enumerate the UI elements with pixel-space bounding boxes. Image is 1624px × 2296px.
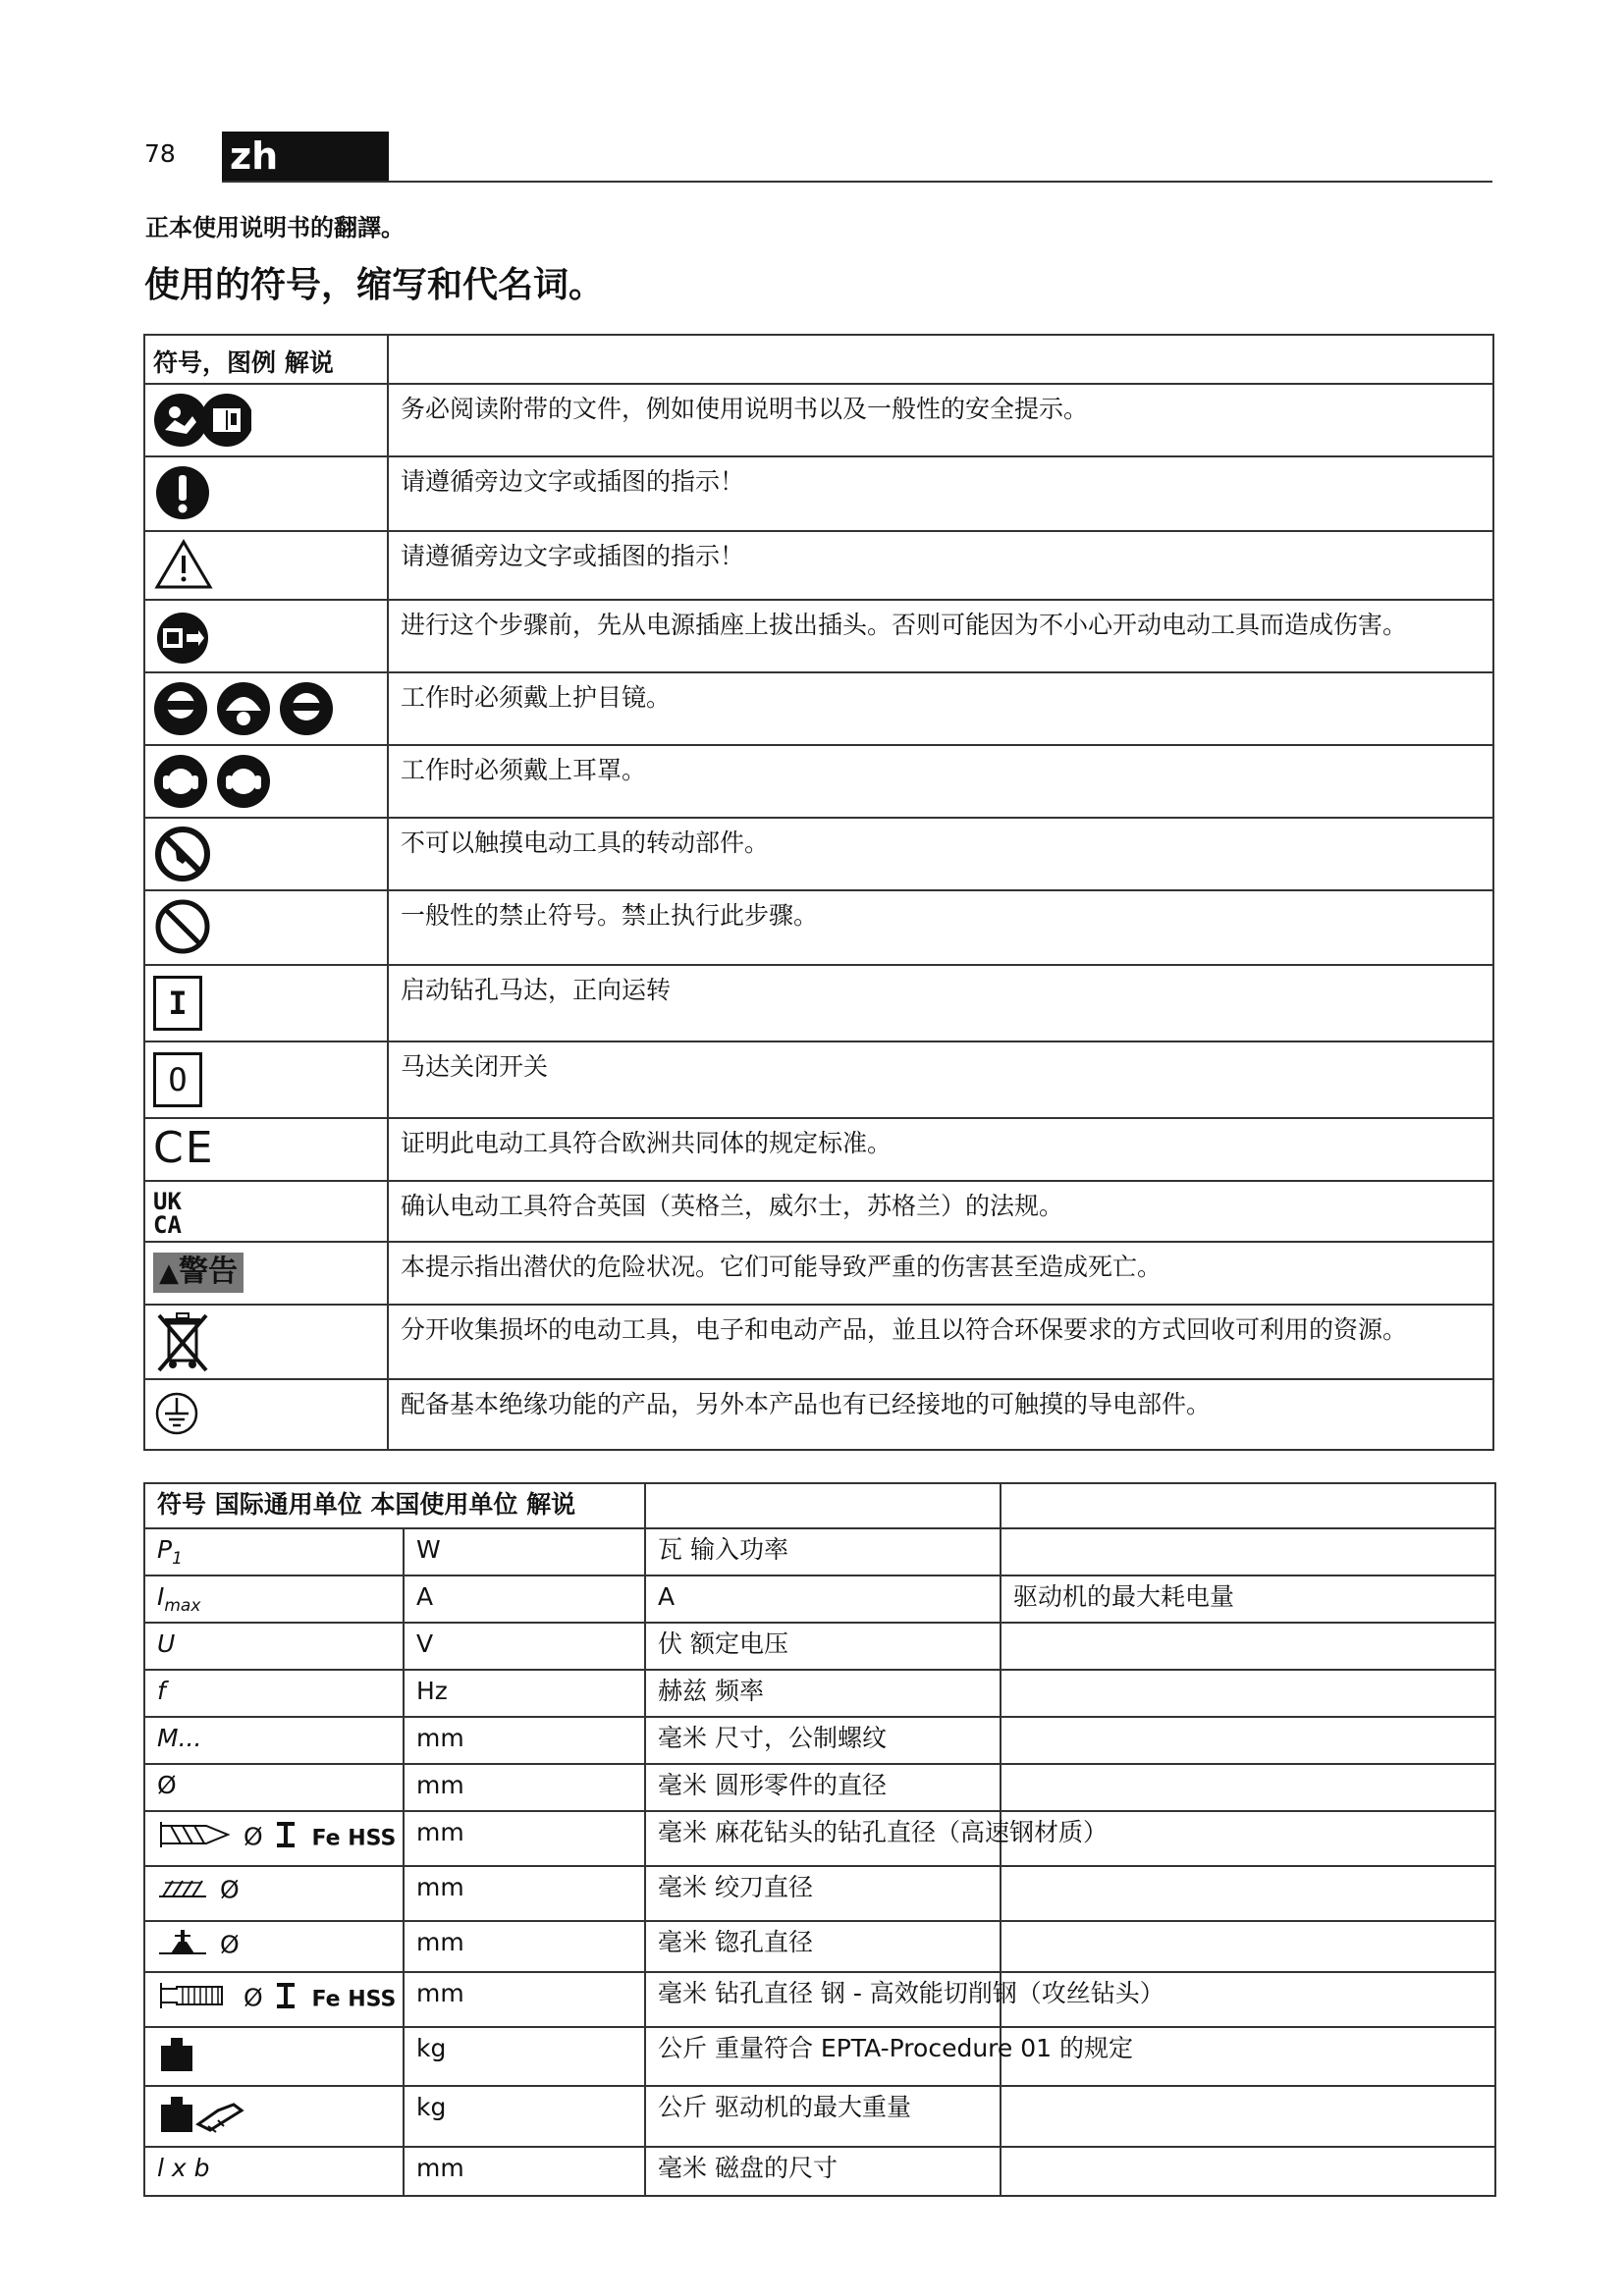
unit-intl: mm: [404, 1866, 645, 1921]
table-row: [144, 1118, 1493, 1181]
unit-intl: kg: [404, 2086, 645, 2147]
weight-icon: [157, 2034, 196, 2080]
unit-local: A: [645, 1575, 1001, 1623]
unit-intl: mm: [404, 2147, 645, 2196]
unit-local: 瓦 输入功率: [645, 1528, 1001, 1575]
unit-local: 毫米 钻孔直径 钢 - 高效能切削钢（攻丝钻头）: [645, 1972, 1001, 2027]
unit-local: 公斤 驱动机的最大重量: [645, 2086, 1001, 2147]
symbol-description: 证明此电动工具符合欧洲共同体的规定标准。: [388, 1118, 1493, 1181]
stop-switch-icon: O: [153, 1052, 202, 1107]
table-row: [144, 1379, 1493, 1450]
ukca-line-1: UK: [153, 1188, 182, 1215]
eye-protection-icon: [153, 677, 340, 744]
units-table: [143, 1482, 1496, 2197]
symbol-description: 本提示指出潜伏的危险状况。它们可能导致严重的伤害甚至造成死亡。: [388, 1242, 1493, 1305]
unit-description: [1001, 2147, 1495, 2196]
symbol-description: 请遵循旁边文字或插图的指示！: [388, 456, 1493, 531]
warning-label-icon: ▲警告: [153, 1253, 244, 1293]
table-row: [144, 600, 1493, 672]
symbol-description: 分开收集损坏的电动工具，电子和电动产品，並且以符合环保要求的方式回收可利用的资源。: [388, 1305, 1493, 1379]
table-row: [144, 531, 1493, 600]
symbols-table-header: 符号，图例 解说: [144, 335, 388, 384]
symbol-description: 工作时必须戴上护目镜。: [388, 672, 1493, 745]
reamer-icon: [157, 1873, 208, 1909]
unit-symbol: Ø: [144, 1866, 404, 1921]
unit-description: [1001, 1528, 1495, 1575]
countersink-icon: [157, 1928, 208, 1964]
start-switch-icon: I: [153, 976, 202, 1031]
language-badge: zh (CM): [222, 132, 389, 181]
symbol-description: 确认电动工具符合英国（英格兰，威尔士，苏格兰）的法规。: [388, 1181, 1493, 1242]
translation-note: 正本使用说明书的翻譯。: [145, 214, 405, 241]
table-header-row: [144, 335, 1493, 384]
unit-intl: V: [404, 1623, 645, 1670]
units-table-header: [144, 1483, 645, 1528]
table-row: [144, 2086, 1495, 2147]
header-rule: [222, 181, 1492, 183]
table-row: [144, 1921, 1495, 1972]
unit-symbol: $P_1$: [144, 1528, 404, 1575]
symbol-description: 务必阅读附带的文件，例如使用说明书以及一般性的安全提示。: [388, 384, 1493, 456]
unit-intl: mm: [404, 1764, 645, 1811]
unit-intl: mm: [404, 1717, 645, 1764]
unit-intl: kg: [404, 2027, 645, 2086]
table-row: [144, 890, 1493, 965]
ear-protection-icon: [153, 750, 281, 817]
weee-bin-icon: [153, 1309, 212, 1378]
section-title: 使用的符号，缩写和代名词。: [144, 265, 605, 305]
unit-symbol: Ø: [144, 1921, 404, 1972]
unit-symbol: Ø Fe HSS: [144, 1972, 404, 2027]
unit-local: 赫兹 频率: [645, 1670, 1001, 1717]
table-row: [144, 1623, 1495, 1670]
symbol-description: 工作时必须戴上耳罩。: [388, 745, 1493, 818]
table-row: [144, 1041, 1493, 1118]
tap-drill-icon: [157, 1979, 232, 2019]
unit-symbol: Ø: [144, 1764, 404, 1811]
unit-intl: mm: [404, 1972, 645, 2027]
symbol-description: 请遵循旁边文字或插图的指示！: [388, 531, 1493, 600]
unit-local: 毫米 磁盘的尺寸: [645, 2147, 1001, 2196]
symbol-description: 启动钻孔马达，正向运转: [388, 965, 1493, 1041]
symbol-description: 配备基本绝缘功能的产品，另外本产品也有已经接地的可触摸的导电部件。: [388, 1379, 1493, 1450]
unit-description: [1001, 1921, 1495, 1972]
unit-symbol: l x b: [144, 2147, 404, 2196]
unit-symbol: Ø Fe HSS: [144, 1811, 404, 1866]
twist-drill-icon: [157, 1818, 232, 1858]
table-row: [144, 818, 1493, 890]
ukca-mark-icon: [153, 1190, 182, 1237]
unit-symbol: [144, 2086, 404, 2147]
symbol-description: 进行这个步骤前，先从电源插座上拔出插头。否则可能因为不小心开动电动工具而造成伤害。: [388, 600, 1493, 672]
unit-symbol: f: [144, 1670, 404, 1717]
warning-triangle-icon: [153, 536, 214, 597]
ce-mark-icon: CE: [153, 1123, 215, 1173]
unit-description: [1001, 1717, 1495, 1764]
prohibition-icon: [153, 895, 214, 962]
symbol-description: 一般性的禁止符号。禁止执行此步骤。: [388, 890, 1493, 965]
table-row: [144, 2147, 1495, 2196]
unit-description: 驱动机的最大耗电量: [1001, 1575, 1495, 1623]
table-row: [144, 1305, 1493, 1379]
earth-ground-icon: [153, 1384, 202, 1445]
unit-intl: W: [404, 1528, 645, 1575]
table-header-row: [144, 1483, 1495, 1528]
symbols-table: [143, 334, 1494, 1451]
steel-beam-icon: [271, 1818, 300, 1858]
table-row: [144, 1764, 1495, 1811]
unit-local: 毫米 锪孔直径: [645, 1921, 1001, 1972]
no-touch-rotating-icon: [153, 823, 214, 889]
units-table-header-text: 符号 国际通用单位 本国使用单位 解说: [157, 1490, 576, 1519]
table-row: [144, 1866, 1495, 1921]
warning-label-text: 警告: [179, 1255, 238, 1289]
table-row: [144, 1717, 1495, 1764]
unit-symbol: [144, 2027, 404, 2086]
ukca-line-2: CA: [153, 1211, 182, 1239]
table-row: [144, 1528, 1495, 1575]
table-row: [144, 1670, 1495, 1717]
steel-beam-icon: [271, 1979, 300, 2019]
mandatory-exclamation-icon: [153, 461, 214, 528]
table-row: [144, 965, 1493, 1041]
unit-description: [1001, 2086, 1495, 2147]
unit-intl: mm: [404, 1811, 645, 1866]
unit-intl: A: [404, 1575, 645, 1623]
unit-local: 毫米 圆形零件的直径: [645, 1764, 1001, 1811]
unit-intl: mm: [404, 1921, 645, 1972]
table-row: [144, 745, 1493, 818]
unit-local: 毫米 麻花钻头的钻孔直径（高速钢材质）: [645, 1811, 1001, 1866]
table-row: [144, 1575, 1495, 1623]
unit-symbol: U: [144, 1623, 404, 1670]
table-row: [144, 1242, 1493, 1305]
table-row: [144, 384, 1493, 456]
unit-description: [1001, 1623, 1495, 1670]
weight-drive-icon: [157, 2093, 245, 2143]
read-manual-icon: [153, 389, 251, 455]
unit-intl: Hz: [404, 1670, 645, 1717]
unit-symbol: M...: [144, 1717, 404, 1764]
table-row: [144, 2027, 1495, 2086]
table-row: [144, 456, 1493, 531]
unplug-icon: [153, 605, 214, 671]
table-row: [144, 672, 1493, 745]
table-row: [144, 1972, 1495, 2027]
unit-local: 毫米 绞刀直径: [645, 1866, 1001, 1921]
page-number: 78: [144, 139, 176, 168]
symbol-description: 不可以触摸电动工具的转动部件。: [388, 818, 1493, 890]
unit-description: [1001, 1764, 1495, 1811]
unit-local: 毫米 尺寸，公制螺纹: [645, 1717, 1001, 1764]
unit-description: [1001, 1670, 1495, 1717]
unit-local: 伏 额定电压: [645, 1623, 1001, 1670]
unit-symbol: $I_{max}$: [144, 1575, 404, 1623]
unit-description: [1001, 1866, 1495, 1921]
symbol-description: 马达关闭开关: [388, 1041, 1493, 1118]
table-row: [144, 1181, 1493, 1242]
unit-local: 公斤 重量符合 EPTA-Procedure 01 的规定: [645, 2027, 1001, 2086]
table-row: [144, 1811, 1495, 1866]
